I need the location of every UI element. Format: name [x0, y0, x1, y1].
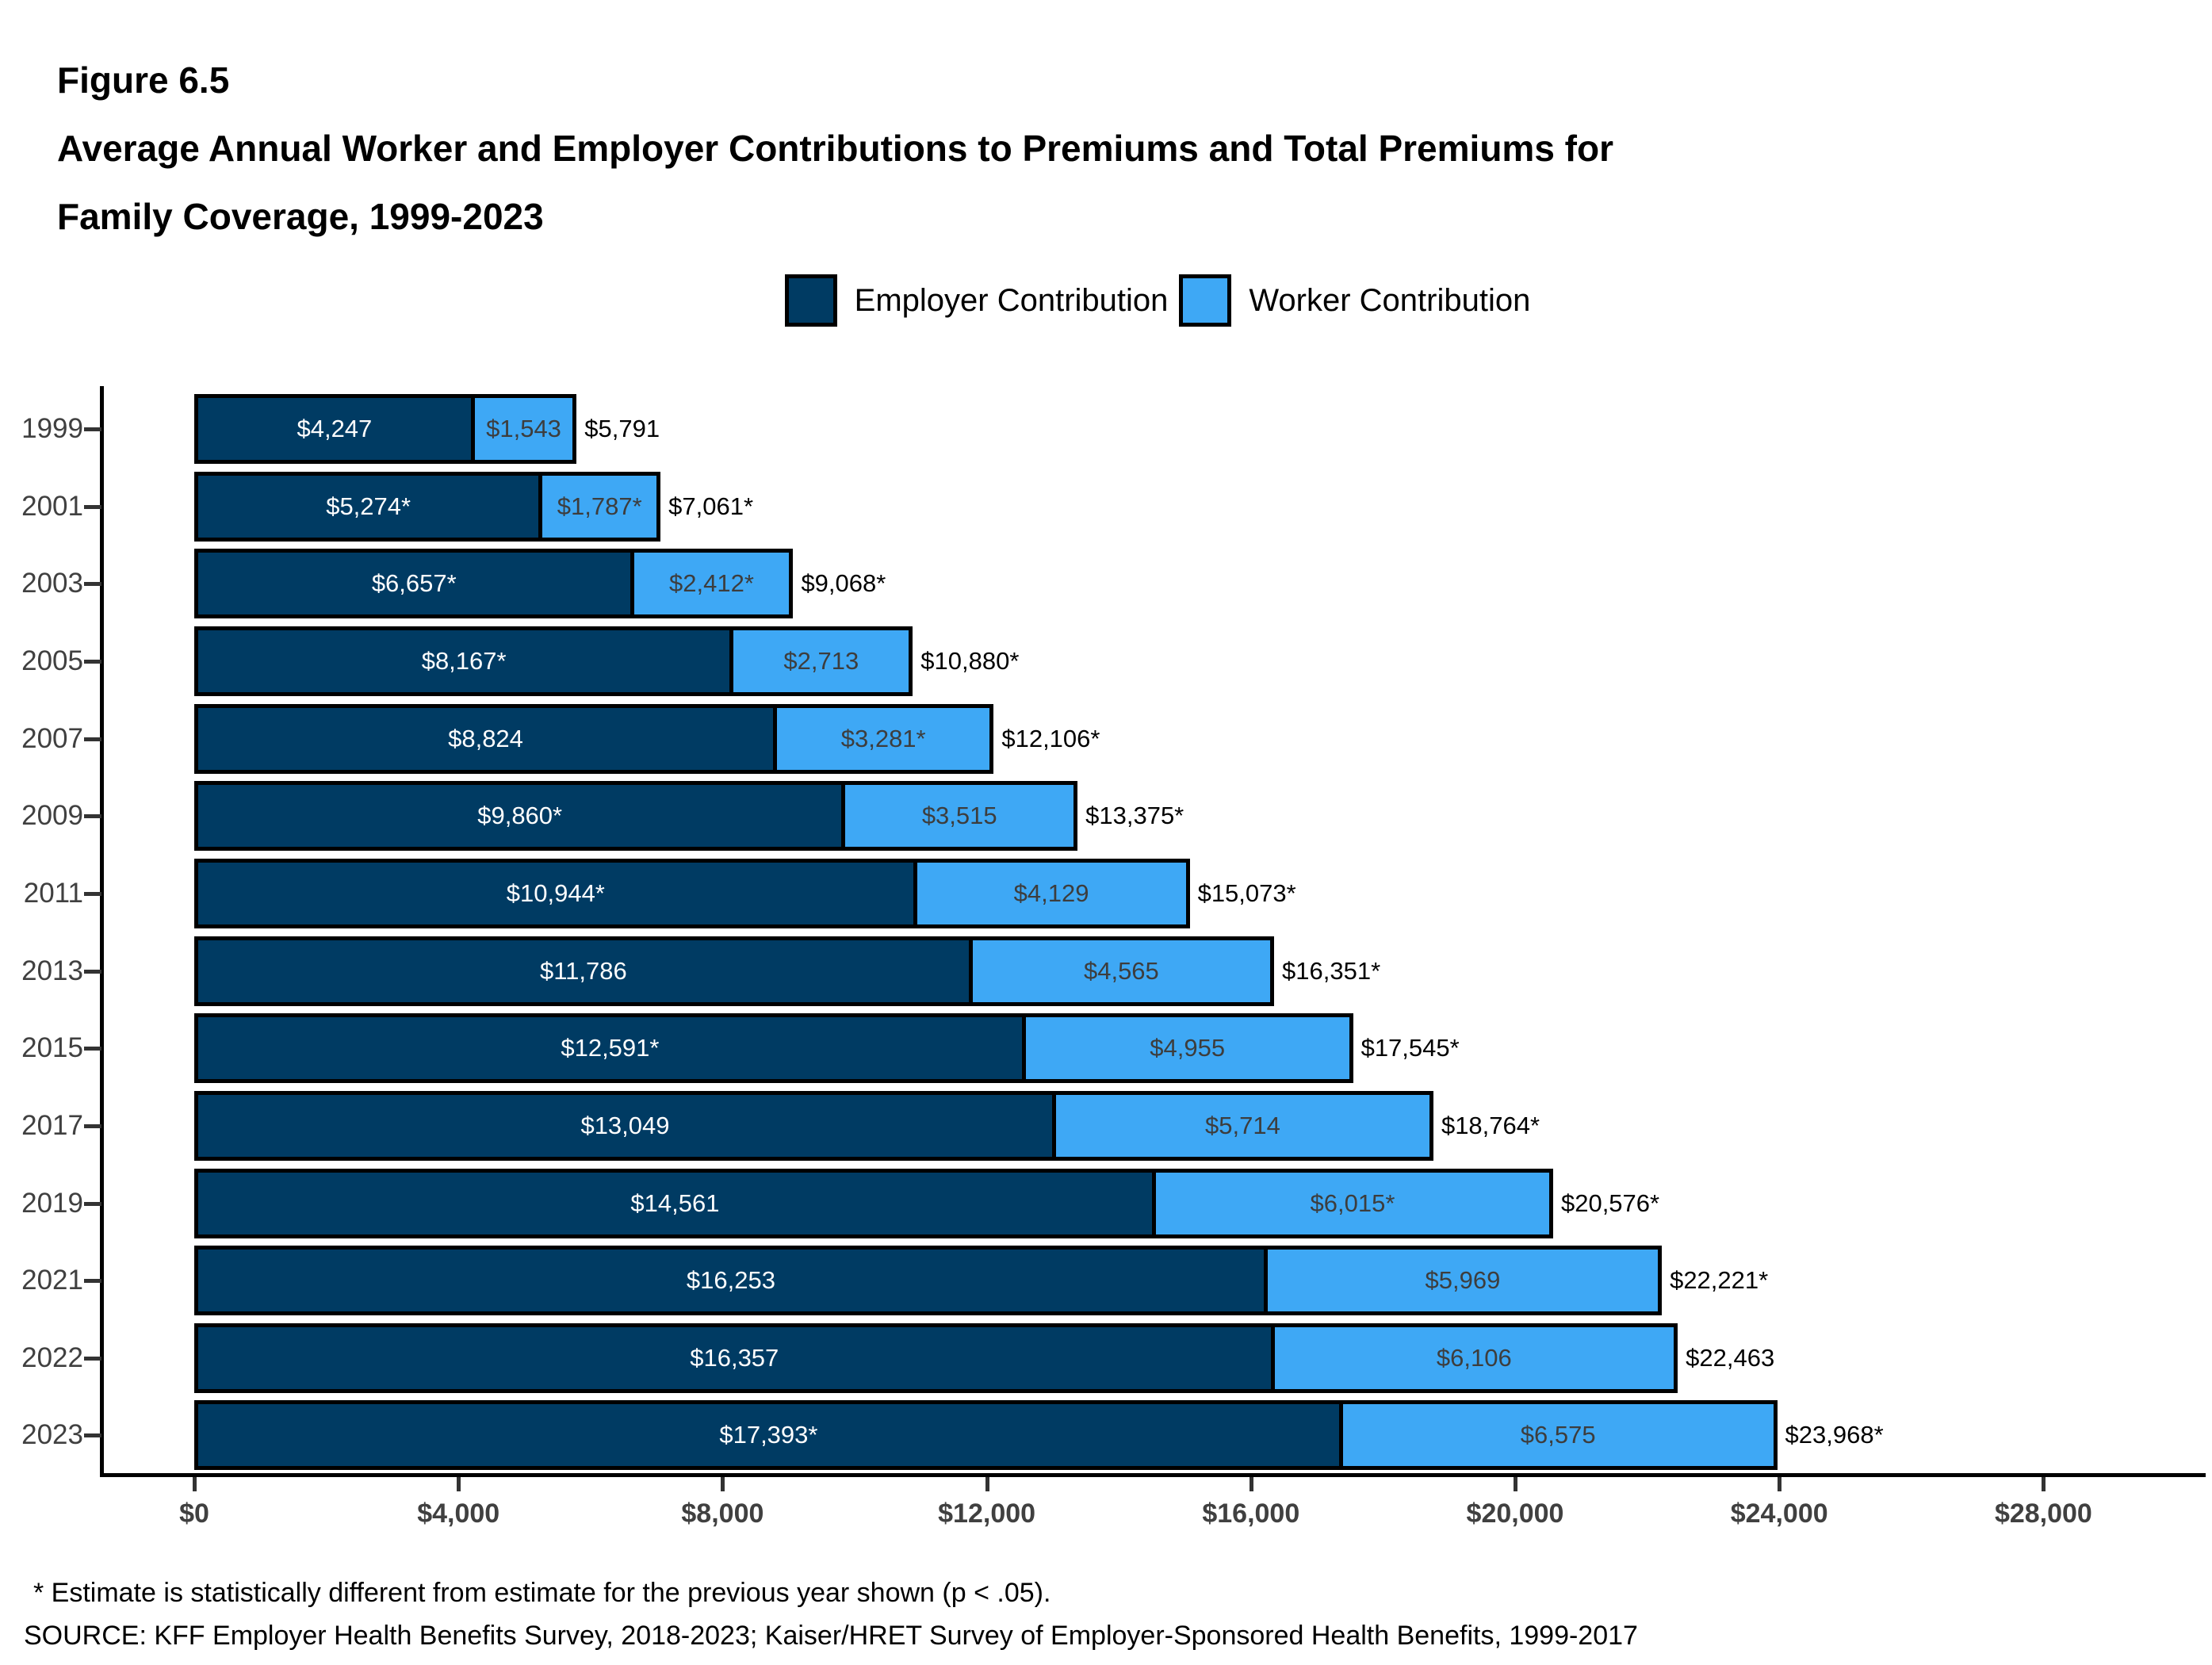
worker-value-label: $1,787* [557, 492, 642, 520]
y-axis-tick [84, 814, 101, 818]
x-axis-tick [1514, 1477, 1517, 1491]
worker-value-label: $4,129 [1013, 878, 1089, 907]
x-axis-tick-label: $28,000 [1994, 1498, 2092, 1529]
total-value-label: $7,061* [668, 492, 754, 520]
employer-value-label: $14,561 [630, 1188, 720, 1217]
y-axis-tick [84, 505, 101, 509]
total-value-label: $22,463 [1686, 1343, 1775, 1372]
y-axis-tick [84, 1279, 101, 1283]
year-label: 2007 [21, 722, 83, 754]
x-axis-tick [457, 1477, 461, 1491]
worker-value-label: $6,015* [1310, 1188, 1395, 1217]
y-axis-tick [84, 582, 101, 586]
x-axis-line [100, 1473, 2206, 1477]
total-value-label: $20,576* [1560, 1188, 1660, 1217]
x-axis-tick-label: $0 [179, 1498, 209, 1529]
year-label: 2019 [21, 1187, 83, 1219]
y-axis-tick [84, 1357, 101, 1361]
employer-value-label: $10,944* [506, 878, 605, 907]
x-axis-tick [1250, 1477, 1253, 1491]
worker-value-label: $5,714 [1205, 1111, 1280, 1139]
employer-value-label: $11,786 [540, 956, 627, 985]
employer-value-label: $4,247 [297, 415, 373, 442]
x-axis-tick-label: $4,000 [417, 1498, 500, 1529]
employer-value-label: $6,657* [371, 569, 457, 598]
x-axis-tick [985, 1477, 989, 1491]
total-value-label: $23,968* [1785, 1421, 1884, 1449]
total-value-label: $18,764* [1441, 1111, 1540, 1139]
y-axis-tick [84, 970, 101, 974]
y-axis-tick [84, 737, 101, 741]
year-label: 2011 [23, 877, 83, 909]
legend-label-employer: Employer Contribution [854, 283, 1169, 318]
total-value-label: $12,106* [1001, 724, 1100, 752]
employer-value-label: $16,357 [690, 1343, 779, 1372]
total-value-label: $15,073* [1197, 878, 1296, 907]
worker-value-label: $5,969 [1425, 1266, 1501, 1295]
year-label: 2023 [21, 1419, 83, 1451]
employer-value-label: $9,860* [477, 802, 563, 830]
y-axis-line [100, 386, 104, 1477]
x-axis-tick [193, 1477, 197, 1491]
y-axis-tick [84, 1202, 101, 1206]
worker-value-label: $2,412* [669, 569, 754, 598]
x-axis-tick-label: $20,000 [1466, 1498, 1564, 1529]
employer-value-label: $12,591* [561, 1034, 660, 1062]
year-label: 2022 [21, 1342, 83, 1373]
worker-value-label: $3,515 [921, 802, 997, 830]
employer-value-label: $13,049 [580, 1111, 670, 1139]
worker-value-label: $4,565 [1083, 956, 1159, 985]
year-label: 2009 [21, 800, 83, 832]
year-label: 2003 [21, 568, 83, 599]
x-axis-tick [1778, 1477, 1781, 1491]
total-value-label: $22,221* [1670, 1266, 1769, 1295]
y-axis-tick [84, 1124, 101, 1128]
total-value-label: $16,351* [1282, 956, 1381, 985]
year-label: 2001 [21, 490, 83, 522]
year-label: 2015 [21, 1032, 83, 1064]
employer-value-label: $8,824 [448, 724, 523, 752]
year-label: 2005 [21, 645, 83, 676]
y-axis-tick [84, 892, 101, 896]
year-label: 2021 [21, 1265, 83, 1296]
employer-value-label: $17,393* [719, 1421, 818, 1449]
legend-label-worker: Worker Contribution [1249, 283, 1531, 318]
x-axis-tick-label: $16,000 [1202, 1498, 1300, 1529]
year-label: 1999 [21, 413, 83, 444]
x-axis-tick [721, 1477, 725, 1491]
worker-value-label: $3,281* [840, 724, 926, 752]
total-value-label: $13,375* [1085, 802, 1184, 830]
total-value-label: $10,880* [920, 646, 1020, 675]
y-axis-tick [84, 427, 101, 431]
y-axis-tick [84, 1433, 101, 1437]
worker-value-label: $1,543 [486, 415, 561, 442]
figure-title-line1: Average Annual Worker and Employer Contributions to Premiums and Total Premiums for [57, 128, 1613, 169]
total-value-label: $5,791 [584, 415, 660, 442]
figure-label: Figure 6.5 [57, 59, 230, 101]
x-axis-tick [2042, 1477, 2046, 1491]
employer-value-label: $8,167* [421, 646, 507, 675]
worker-value-label: $6,106 [1436, 1343, 1512, 1372]
x-axis-tick-label: $24,000 [1730, 1498, 1828, 1529]
y-axis-tick [84, 660, 101, 664]
footnote-source: SOURCE: KFF Employer Health Benefits Survey, 2018-2023; Kaiser/HRET Survey of Employer-Sponsored Health Benefits, 1999-2017 [24, 1621, 1638, 1651]
worker-value-label: $2,713 [783, 646, 859, 675]
employer-value-label: $16,253 [686, 1266, 775, 1295]
y-axis-tick [84, 1047, 101, 1051]
total-value-label: $17,545* [1360, 1034, 1460, 1062]
total-value-label: $9,068* [801, 569, 886, 598]
year-label: 2017 [21, 1109, 83, 1141]
year-label: 2013 [21, 955, 83, 986]
x-axis-tick-label: $12,000 [938, 1498, 1036, 1529]
footnote-significance: * Estimate is statistically different from estimate for the previous year shown (p < .05). [33, 1578, 1051, 1608]
worker-value-label: $6,575 [1520, 1421, 1596, 1449]
employer-value-label: $5,274* [326, 492, 411, 520]
x-axis-tick-label: $8,000 [681, 1498, 764, 1529]
worker-value-label: $4,955 [1150, 1034, 1226, 1062]
figure-title-line2: Family Coverage, 1999-2023 [57, 196, 544, 237]
